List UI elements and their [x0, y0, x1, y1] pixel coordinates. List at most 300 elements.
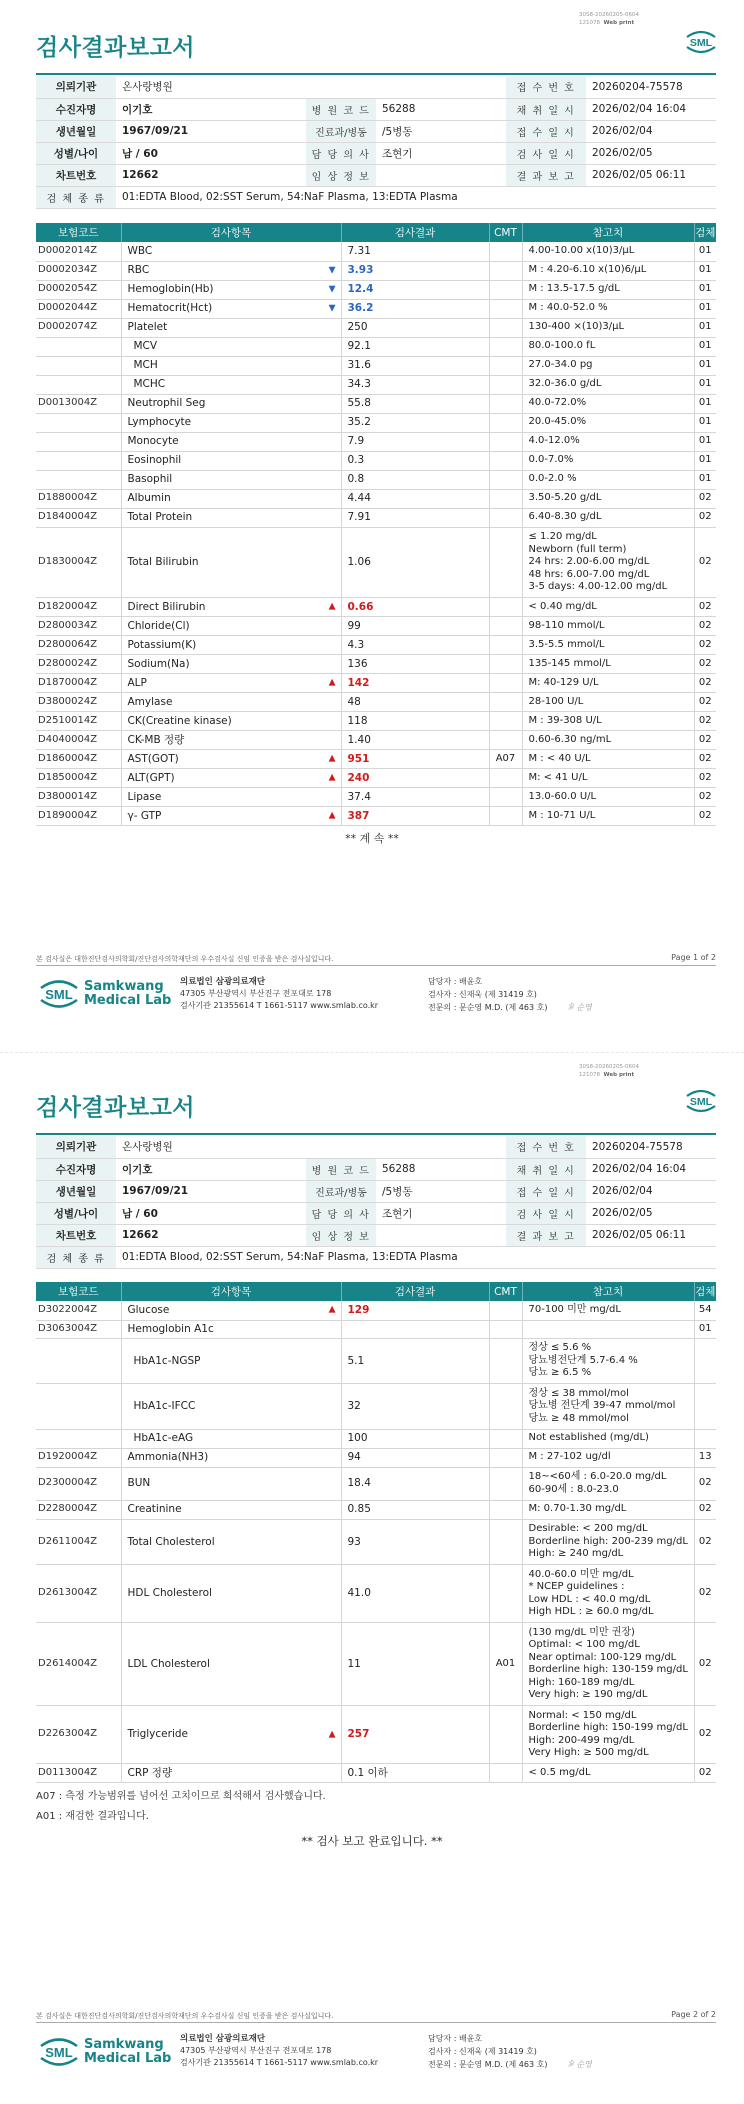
reference-range	[522, 1338, 694, 1384]
organization-info: 의료법인 삼광의료재단 47305 부산광역시 부산진구 전포대로 178 검사기관 21355614 T 1661-5117 www.smlab.co.kr	[180, 977, 379, 1010]
table-row	[36, 750, 716, 769]
low-flag-icon: ▼	[328, 265, 336, 275]
table-row	[36, 1706, 716, 1764]
page-title: 검사결과보고서	[36, 1095, 196, 1121]
reference-range: M : 27-102 ug/dl	[522, 1448, 694, 1467]
clinical-info-value	[376, 1224, 506, 1246]
accession-value: 20260204-75578	[586, 1136, 716, 1158]
footer-rule	[36, 965, 716, 966]
test-item	[121, 432, 341, 451]
result-cell	[341, 1764, 489, 1783]
reference-line: Near optimal: 100-129 mg/dL	[528, 1651, 677, 1663]
specimen-code: 02	[694, 508, 716, 527]
samkwang-logo: SML Samkwang Medical Lab	[38, 977, 178, 1011]
insurance-code: D1860004Z	[36, 750, 121, 769]
reference-line: 당뇨병전단계 5.7-6.4 %	[528, 1354, 638, 1366]
specimen-code: 54	[694, 1301, 716, 1320]
comment-code	[489, 242, 522, 261]
reference-range: 0.0-2.0 %	[522, 470, 694, 489]
insurance-code: D1830004Z	[36, 527, 121, 598]
reference-line: 당뇨병 전단계 39-47 mmol/mol	[528, 1400, 676, 1411]
result-cell	[341, 470, 489, 489]
specimen-code	[694, 1338, 716, 1384]
insurance-code: D1820004Z	[36, 598, 121, 617]
result-value: 129	[347, 1304, 370, 1316]
header-rule	[36, 1133, 716, 1135]
table-row	[36, 1623, 716, 1706]
test-item	[121, 712, 341, 731]
reference-range: 80.0-100.0 fL	[522, 337, 694, 356]
result-cell	[341, 788, 489, 807]
sml-footer-logo-icon	[38, 2035, 80, 2069]
insurance-code: D0013004Z	[36, 394, 121, 413]
insurance-code: D0002034Z	[36, 261, 121, 280]
receive-date-value: 2026/02/04	[586, 1180, 716, 1202]
result-value: 1.40	[347, 733, 371, 746]
comment-code	[489, 432, 522, 451]
column-header: CMT	[489, 223, 522, 242]
reference-line: 40.0-60.0 미만 mg/dL	[528, 1568, 634, 1580]
organization-info: 의료법인 삼광의료재단 47305 부산광역시 부산진구 전포대로 178 검사기관 21355614 T 1661-5117 www.smlab.co.kr	[180, 2034, 379, 2067]
test-name: Total Bilirubin	[127, 556, 199, 568]
table-row	[36, 655, 716, 674]
test-item	[121, 356, 341, 375]
insurance-code: D1850004Z	[36, 769, 121, 788]
test-name: Ammonia(NH3)	[127, 1451, 209, 1464]
comment-code	[489, 1338, 522, 1384]
test-name: Albumin	[127, 492, 171, 505]
sml-logo-icon	[684, 28, 718, 56]
reference-line: 24 hrs: 2.00-6.00 mg/dL	[528, 556, 650, 567]
specimen-code: 01	[694, 242, 716, 261]
test-item	[121, 1448, 341, 1467]
certification-note: 본 검사실은 대한진단검사의학회/진단검사의학재단의 우수검사실 신임 인증을 받은 검사실입니다.	[36, 955, 334, 963]
reference-range: 3.50-5.20 g/dL	[522, 489, 694, 508]
birth-value: 1967/09/21	[116, 1180, 306, 1202]
insurance-code: D0002014Z	[36, 242, 121, 261]
table-row	[36, 1320, 716, 1338]
svg-text:SML: SML	[689, 37, 713, 49]
test-name: Neutrophil Seg	[127, 397, 206, 410]
comment-code	[489, 1301, 522, 1320]
collect-time-value: 2026/02/04 16:04	[586, 98, 716, 120]
column-header: 검사결과	[341, 223, 489, 242]
high-flag-icon: ▲	[328, 810, 336, 821]
result-value: 35.2	[347, 416, 371, 429]
result-cell	[341, 299, 489, 318]
signatures: 담당자 : 배윤호 검사자 : 신재욱 (제 31419 호) 전문의 : 문순영 M.D. (제 463 호) ꁶ 순영	[428, 2034, 592, 2069]
test-item	[121, 508, 341, 527]
test-item	[121, 1519, 341, 1565]
comment-code	[489, 1448, 522, 1467]
sex-age-value: 남 / 60	[116, 1202, 306, 1224]
test-item	[121, 1565, 341, 1623]
reference-range: < 0.5 mg/dL	[522, 1764, 694, 1783]
result-cell	[341, 375, 489, 394]
test-item	[121, 731, 341, 750]
test-item	[121, 451, 341, 470]
test-name: BUN	[127, 1477, 151, 1490]
reference-range: M : < 40 U/L	[522, 750, 694, 769]
test-item	[121, 750, 341, 769]
test-item	[121, 242, 341, 261]
result-cell	[341, 712, 489, 731]
test-name: Eosinophil	[127, 454, 182, 467]
reference-line: Borderline high: 130-159 mg/dL	[528, 1664, 688, 1675]
result-cell	[341, 242, 489, 261]
specimen-code: 01	[694, 299, 716, 318]
table-row	[36, 508, 716, 527]
insurance-code	[36, 337, 121, 356]
test-name: Lymphocyte	[127, 416, 192, 429]
test-item	[121, 598, 341, 617]
specimen-code: 01	[694, 432, 716, 451]
comment-code	[489, 598, 522, 617]
specimen-code: 01	[694, 280, 716, 299]
test-name: ALT(GPT)	[127, 771, 175, 784]
specimen-code: 02	[694, 598, 716, 617]
reference-line: 48 hrs: 6.00-7.00 mg/dL	[528, 568, 650, 580]
reference-range	[522, 527, 694, 598]
sex-age-value: 남 / 60	[116, 142, 306, 164]
result-cell	[341, 413, 489, 432]
specimen-code: 01	[694, 451, 716, 470]
comment-code	[489, 356, 522, 375]
table-row	[36, 617, 716, 636]
reference-range	[522, 1467, 694, 1500]
comment-code	[489, 674, 522, 693]
test-item	[121, 674, 341, 693]
page-title: 검사결과보고서	[36, 35, 196, 61]
test-item	[121, 636, 341, 655]
result-cell	[341, 1623, 489, 1706]
result-value: 1.06	[347, 556, 371, 568]
comment-code	[489, 261, 522, 280]
comment-code	[489, 451, 522, 470]
hospital-value: 온사랑병원	[116, 76, 306, 98]
insurance-code: D1870004Z	[36, 674, 121, 693]
comment-code	[489, 1706, 522, 1764]
result-value: 7.9	[347, 435, 365, 448]
test-name: γ- GTP	[127, 809, 162, 822]
test-name: Hemoglobin A1c	[127, 1322, 214, 1335]
result-cell	[341, 1429, 489, 1448]
reference-line: Very High: ≥ 500 mg/dL	[528, 1747, 649, 1758]
test-name: Triglyceride	[127, 1728, 188, 1741]
result-cell	[341, 617, 489, 636]
insurance-code: D3022004Z	[36, 1301, 121, 1320]
table-row	[36, 1500, 716, 1519]
result-value: 48	[347, 695, 361, 708]
column-header: CMT	[489, 1282, 522, 1301]
test-name: Basophil	[127, 473, 173, 486]
test-item	[121, 1320, 341, 1338]
table-row	[36, 769, 716, 788]
reference-line: 3-5 days: 4.00-12.00 mg/dL	[528, 581, 668, 592]
table-row	[36, 356, 716, 375]
result-value: 36.2	[347, 302, 374, 315]
reference-line: Very high: ≥ 190 mg/dL	[528, 1689, 648, 1700]
table-row	[36, 375, 716, 394]
table-row	[36, 1764, 716, 1783]
specimen-code: 01	[694, 394, 716, 413]
chart-number-value: 12662	[116, 1224, 306, 1246]
table-row	[36, 413, 716, 432]
test-name: MCHC	[133, 378, 166, 391]
test-item	[121, 1338, 341, 1384]
insurance-code	[36, 470, 121, 489]
table-row	[36, 432, 716, 451]
test-item	[121, 655, 341, 674]
specimen-code: 02	[694, 1706, 716, 1764]
comment-code	[489, 636, 522, 655]
specimen-code: 02	[694, 1500, 716, 1519]
reference-range: M: 40-129 U/L	[522, 674, 694, 693]
table-row	[36, 489, 716, 508]
signature-mark: ꁶ 순영	[567, 2060, 592, 2069]
result-value: 240	[347, 771, 370, 784]
test-name: LDL Cholesterol	[127, 1657, 210, 1670]
column-header: 검체	[694, 223, 716, 242]
column-header: 보험코드	[36, 223, 121, 242]
samkwang-logo: SML Samkwang Medical Lab	[38, 2035, 178, 2069]
insurance-code: D1840004Z	[36, 508, 121, 527]
result-cell	[341, 769, 489, 788]
column-header: 검체	[694, 1282, 716, 1301]
test-name: Total Cholesterol	[127, 1535, 215, 1548]
result-cell	[341, 318, 489, 337]
test-name: CK-MB 정량	[127, 733, 185, 746]
result-value: 136	[347, 657, 368, 670]
table-row	[36, 527, 716, 598]
result-value: 0.85	[347, 1503, 371, 1516]
specimen-code: 02	[694, 617, 716, 636]
patient-name-value: 이기호	[116, 98, 306, 120]
reference-line: Low HDL : < 40.0 mg/dL	[528, 1593, 651, 1605]
test-name: Glucose	[127, 1304, 170, 1316]
comment-code	[489, 1467, 522, 1500]
test-name: Direct Bilirubin	[127, 600, 206, 613]
sml-footer-logo-icon	[38, 977, 80, 1011]
accession-value: 20260204-75578	[586, 76, 716, 98]
result-cell	[341, 1706, 489, 1764]
specimen-code: 02	[694, 489, 716, 508]
comment-code	[489, 280, 522, 299]
high-flag-icon: ▲	[328, 772, 336, 783]
result-cell	[341, 1500, 489, 1519]
test-date-value: 2026/02/05	[586, 1202, 716, 1224]
specimen-code: 01	[694, 1320, 716, 1338]
test-name: Amylase	[127, 695, 173, 708]
table-row	[36, 712, 716, 731]
test-item	[121, 1500, 341, 1519]
table-row	[36, 394, 716, 413]
insurance-code	[36, 1429, 121, 1448]
test-item	[121, 527, 341, 598]
high-flag-icon: ▲	[328, 601, 336, 612]
patient-info-table: 의뢰기관 온사랑병원 접 수 번 호 20260204-75578 수진자명 이기호 병 원 코 드 56288 채 취 일 시 2026/02/04 16:04 생년월일 1967/09/21 진료과/병동 /5병동 접 수 일 시 2026/02/04 성별/나이 남 / 60 담 당 의 사 조현기 검 사 일 시 2026/02/05 차트번호 12662 임 상 정 보 결 과 보 고 2026/02/05 06:11 검 체 종 류 01:EDTA Blood, 02:SST Serum, 54:NaF Plasma, 13:EDTA Plasma	[36, 76, 716, 209]
comment-code	[489, 318, 522, 337]
result-cell	[341, 1565, 489, 1623]
high-flag-icon: ▲	[328, 753, 336, 764]
high-flag-icon: ▲	[328, 1304, 336, 1315]
table-row	[36, 280, 716, 299]
table-row	[36, 337, 716, 356]
insurance-code: D2263004Z	[36, 1706, 121, 1764]
note-a01: A01 : 재검한 결과입니다.	[36, 1811, 149, 1822]
insurance-code: D2614004Z	[36, 1623, 121, 1706]
specimen-code: 02	[694, 807, 716, 826]
test-name: Potassium(K)	[127, 638, 197, 651]
table-row	[36, 674, 716, 693]
test-item	[121, 1384, 341, 1430]
page-number: Page 2 of 2	[671, 2010, 716, 2019]
comment-code	[489, 527, 522, 598]
result-value: 5.1	[347, 1354, 365, 1367]
result-value: 11	[347, 1657, 361, 1670]
table-row	[36, 693, 716, 712]
reference-range: M: < 41 U/L	[522, 769, 694, 788]
table-row	[36, 451, 716, 470]
comment-code	[489, 508, 522, 527]
reference-range: M : 10-71 U/L	[522, 807, 694, 826]
result-value: 100	[347, 1432, 368, 1445]
test-item	[121, 1467, 341, 1500]
insurance-code: D2611004Z	[36, 1519, 121, 1565]
reference-line: ≤ 1.20 mg/dL	[528, 531, 597, 542]
table-row	[36, 636, 716, 655]
column-header: 검사항목	[121, 1282, 341, 1301]
reference-line: High: 160-189 mg/dL	[528, 1676, 635, 1688]
test-name: Hemoglobin(Hb)	[127, 283, 214, 296]
test-name: Creatinine	[127, 1503, 182, 1516]
insurance-code: D3800014Z	[36, 788, 121, 807]
insurance-code	[36, 356, 121, 375]
result-cell	[341, 261, 489, 280]
test-item	[121, 617, 341, 636]
high-flag-icon: ▲	[328, 1729, 336, 1739]
specimen-code: 02	[694, 769, 716, 788]
reference-line: * NCEP guidelines :	[528, 1581, 625, 1592]
reference-range: 70-100 미만 mg/dL	[522, 1301, 694, 1320]
test-item	[121, 1301, 341, 1320]
specimen-code: 02	[694, 712, 716, 731]
comment-code	[489, 394, 522, 413]
insurance-code: D0002074Z	[36, 318, 121, 337]
test-item	[121, 807, 341, 826]
insurance-code	[36, 375, 121, 394]
report-time-value: 2026/02/05 06:11	[586, 164, 716, 186]
result-value: 31.6	[347, 359, 371, 372]
reference-range: M : 40.0-52.0 %	[522, 299, 694, 318]
specimen-code: 02	[694, 731, 716, 750]
reference-range: 27.0-34.0 pg	[522, 356, 694, 375]
birth-value: 1967/09/21	[116, 120, 306, 142]
table-row	[36, 1519, 716, 1565]
result-value: 4.44	[347, 492, 371, 505]
svg-text:SML: SML	[45, 2045, 73, 2060]
footer-rule	[36, 2022, 716, 2023]
result-value: 12.4	[347, 283, 374, 296]
result-value: 92.1	[347, 340, 371, 353]
test-name: MCV	[133, 340, 158, 353]
hospital-value: 온사랑병원	[116, 1136, 306, 1158]
result-cell	[341, 337, 489, 356]
result-value: 7.31	[347, 245, 371, 257]
table-row	[36, 807, 716, 826]
comment-code	[489, 299, 522, 318]
document-code: 30S8-20260205-0604 121078 Web print	[579, 1064, 639, 1078]
column-header: 보험코드	[36, 1282, 121, 1301]
insurance-code: D4040004Z	[36, 731, 121, 750]
table-row	[36, 1338, 716, 1384]
reference-range: 3.5-5.5 mmol/L	[522, 636, 694, 655]
test-name: Sodium(Na)	[127, 657, 190, 670]
table-row	[36, 242, 716, 261]
hospital-code-value: 56288	[376, 1158, 506, 1180]
result-cell	[341, 1301, 489, 1320]
reference-range: 6.40-8.30 g/dL	[522, 508, 694, 527]
result-value: 41.0	[347, 1587, 371, 1600]
insurance-code: D0113004Z	[36, 1764, 121, 1783]
reference-range: 13.0-60.0 U/L	[522, 788, 694, 807]
table-row	[36, 1565, 716, 1623]
comment-code	[489, 1519, 522, 1565]
dept-value: /5병동	[376, 1180, 506, 1202]
comment-code	[489, 1384, 522, 1430]
reference-range: 4.00-10.00 x(10)3/μL	[522, 242, 694, 261]
reference-range: M: 0.70-1.30 mg/dL	[522, 1500, 694, 1519]
insurance-code: D3800024Z	[36, 693, 121, 712]
table-row	[36, 1467, 716, 1500]
specimen-code	[694, 1429, 716, 1448]
reference-range: 20.0-45.0%	[522, 413, 694, 432]
specimen-code: 02	[694, 788, 716, 807]
insurance-code	[36, 413, 121, 432]
specimen-code: 13	[694, 1448, 716, 1467]
result-cell	[341, 527, 489, 598]
sml-logo-icon	[684, 1087, 718, 1115]
comment-code	[489, 788, 522, 807]
comment-code	[489, 470, 522, 489]
result-cell	[341, 598, 489, 617]
result-value: 118	[347, 714, 368, 727]
result-cell	[341, 394, 489, 413]
reference-range	[522, 1565, 694, 1623]
reference-range: M : 13.5-17.5 g/dL	[522, 280, 694, 299]
result-cell	[341, 731, 489, 750]
test-date-value: 2026/02/05	[586, 142, 716, 164]
result-value: 4.3	[347, 638, 365, 651]
test-name: Monocyte	[127, 435, 179, 448]
table-row	[36, 731, 716, 750]
result-cell	[341, 1338, 489, 1384]
result-value: 3.93	[347, 264, 374, 277]
specimen-code: 02	[694, 750, 716, 769]
report-complete-text: ** 검사 보고 완료입니다. **	[301, 1834, 443, 1848]
test-item	[121, 280, 341, 299]
results-table-page-1	[36, 223, 716, 826]
comment-code	[489, 617, 522, 636]
reference-range: 0.60-6.30 ng/mL	[522, 731, 694, 750]
result-value: 7.91	[347, 511, 371, 524]
result-cell	[341, 693, 489, 712]
result-value: 142	[347, 676, 370, 689]
comment-code	[489, 1764, 522, 1783]
result-cell	[341, 636, 489, 655]
reference-line: Normal: < 150 mg/dL	[528, 1709, 637, 1721]
table-row	[36, 788, 716, 807]
